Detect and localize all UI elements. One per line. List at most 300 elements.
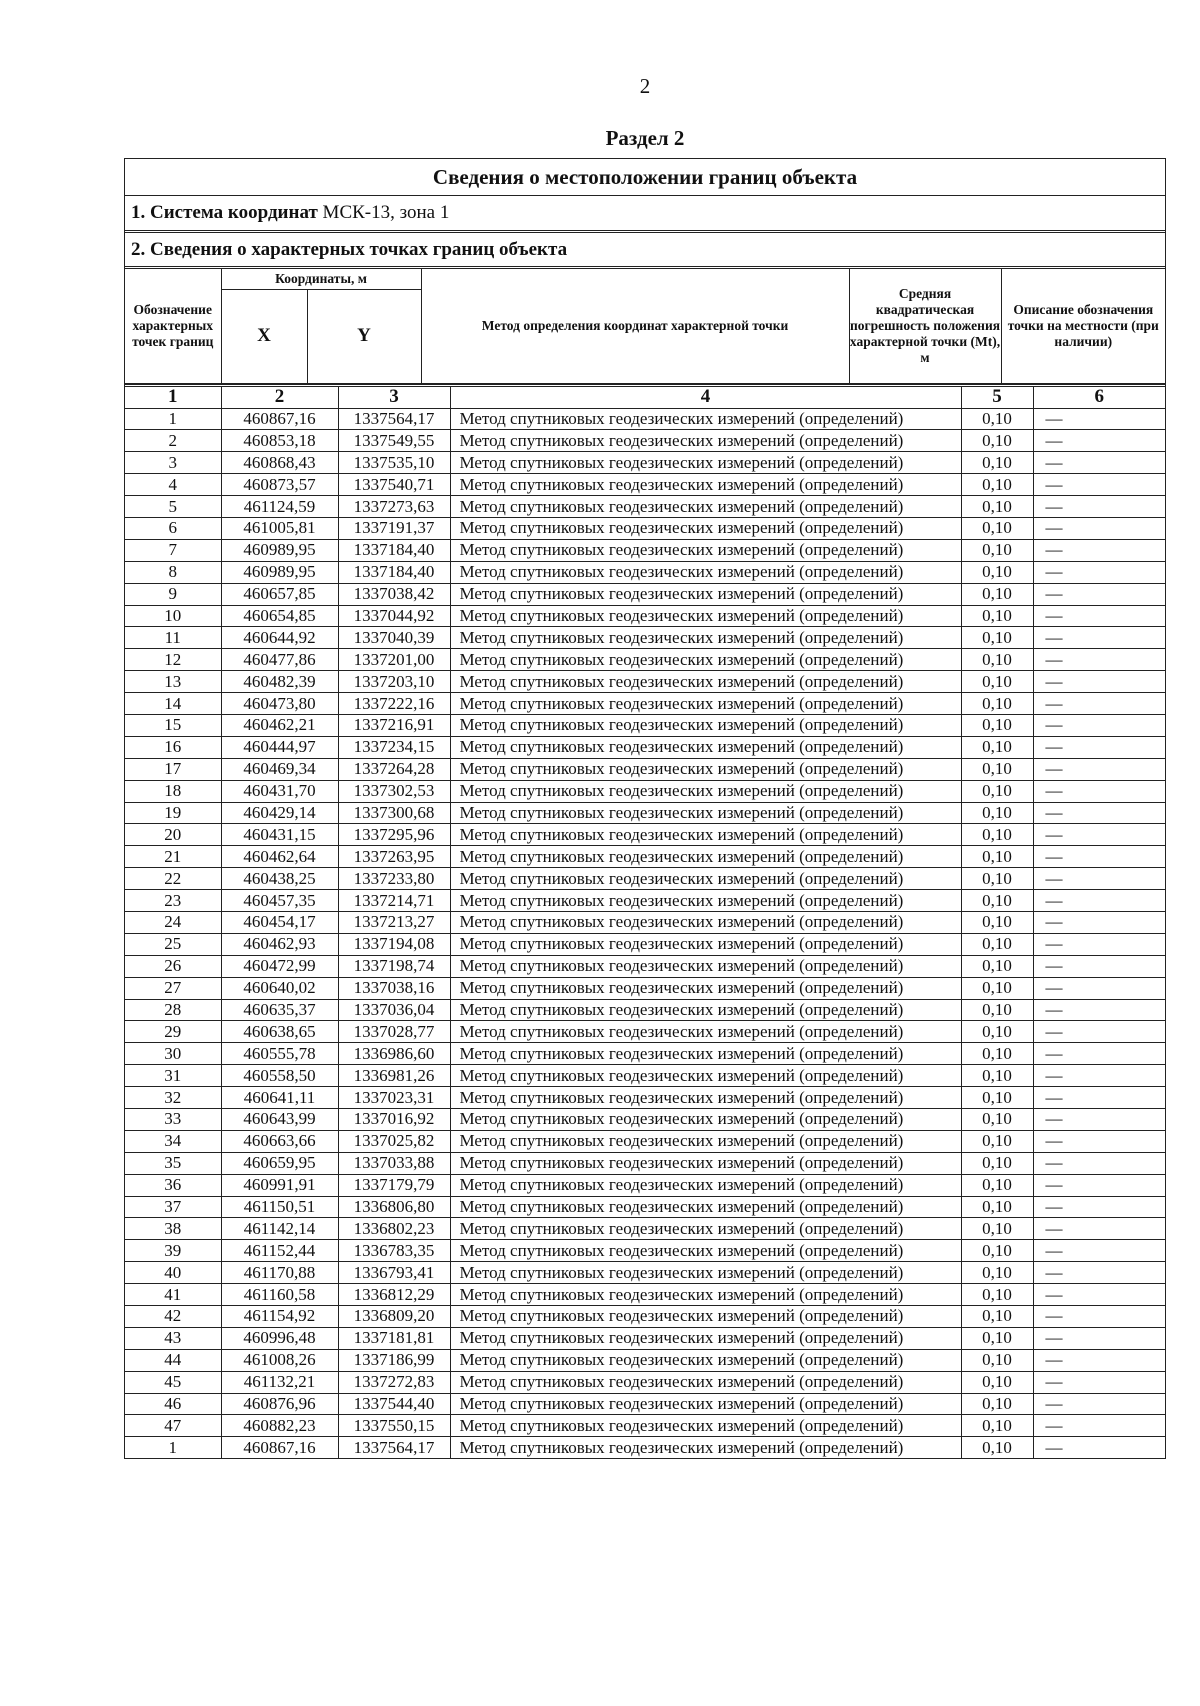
- table-row: [125, 1021, 1165, 1043]
- point-number: 46: [125, 1393, 221, 1415]
- point-number: 35: [125, 1152, 221, 1174]
- y-coordinate: 1337179,79: [338, 1174, 450, 1196]
- error-value: 0,10: [961, 1327, 1033, 1349]
- description: —: [1033, 1240, 1165, 1262]
- method: Метод спутниковых геодезических измерений (определений): [450, 1371, 961, 1393]
- method: Метод спутниковых геодезических измерений (определений): [450, 561, 961, 583]
- x-coordinate: 460853,18: [221, 430, 338, 452]
- table-row: [125, 583, 1165, 605]
- y-coordinate: 1337033,88: [338, 1152, 450, 1174]
- method: Метод спутниковых геодезических измерений (определений): [450, 933, 961, 955]
- error-value: 0,10: [961, 802, 1033, 824]
- table-row: [125, 1371, 1165, 1393]
- y-coordinate: 1337198,74: [338, 955, 450, 977]
- y-coordinate: 1337038,16: [338, 977, 450, 999]
- description: —: [1033, 780, 1165, 802]
- point-number: 28: [125, 999, 221, 1021]
- point-number: 7: [125, 539, 221, 561]
- point-number: 26: [125, 955, 221, 977]
- description: —: [1033, 1065, 1165, 1087]
- description: —: [1033, 1327, 1165, 1349]
- description: —: [1033, 911, 1165, 933]
- method: Метод спутниковых геодезических измерений (определений): [450, 1393, 961, 1415]
- point-number: 4: [125, 474, 221, 496]
- description: —: [1033, 977, 1165, 999]
- point-number: 43: [125, 1327, 221, 1349]
- description: —: [1033, 846, 1165, 868]
- table-row: [125, 955, 1165, 977]
- error-value: 0,10: [961, 1152, 1033, 1174]
- point-number: 14: [125, 693, 221, 715]
- table-row: [125, 1218, 1165, 1240]
- y-coordinate: 1337184,40: [338, 561, 450, 583]
- boundary-info-block: [124, 158, 1166, 1459]
- description: —: [1033, 1437, 1165, 1458]
- method: Метод спутниковых геодезических измерений (определений): [450, 955, 961, 977]
- table-row: [125, 693, 1165, 715]
- table-row: [125, 868, 1165, 890]
- header-x: X: [221, 289, 307, 383]
- error-value: 0,10: [961, 627, 1033, 649]
- description: —: [1033, 1109, 1165, 1131]
- x-coordinate: 461124,59: [221, 496, 338, 518]
- table-row: [125, 1262, 1165, 1284]
- description: —: [1033, 1130, 1165, 1152]
- y-coordinate: 1336809,20: [338, 1306, 450, 1328]
- table-row: [125, 1087, 1165, 1109]
- table-row: [125, 1415, 1165, 1437]
- table-row: [125, 1284, 1165, 1306]
- x-coordinate: 460555,78: [221, 1043, 338, 1065]
- y-coordinate: 1337295,96: [338, 824, 450, 846]
- error-value: 0,10: [961, 714, 1033, 736]
- error-value: 0,10: [961, 452, 1033, 474]
- point-number: 12: [125, 649, 221, 671]
- description: —: [1033, 583, 1165, 605]
- points-table-header: [125, 269, 1165, 384]
- point-number: 36: [125, 1174, 221, 1196]
- y-coordinate: 1337203,10: [338, 671, 450, 693]
- description: —: [1033, 1174, 1165, 1196]
- error-value: 0,10: [961, 1043, 1033, 1065]
- x-coordinate: 460462,93: [221, 933, 338, 955]
- method: Метод спутниковых геодезических измерений (определений): [450, 824, 961, 846]
- y-coordinate: 1337564,17: [338, 408, 450, 430]
- error-value: 0,10: [961, 1284, 1033, 1306]
- table-row: [125, 671, 1165, 693]
- method: Метод спутниковых геодезических измерений (определений): [450, 408, 961, 430]
- x-coordinate: 460654,85: [221, 605, 338, 627]
- description: —: [1033, 1262, 1165, 1284]
- method: Метод спутниковых геодезических измерений (определений): [450, 539, 961, 561]
- method: Метод спутниковых геодезических измерений (определений): [450, 999, 961, 1021]
- description: —: [1033, 1284, 1165, 1306]
- point-number: 33: [125, 1109, 221, 1131]
- y-coordinate: 1336802,23: [338, 1218, 450, 1240]
- method: Метод спутниковых геодезических измерений (определений): [450, 736, 961, 758]
- x-coordinate: 460431,70: [221, 780, 338, 802]
- point-number: 2: [125, 430, 221, 452]
- description: —: [1033, 627, 1165, 649]
- y-coordinate: 1336812,29: [338, 1284, 450, 1306]
- method: Метод спутниковых геодезических измерений (определений): [450, 1130, 961, 1152]
- method: Метод спутниковых геодезических измерений (определений): [450, 714, 961, 736]
- error-value: 0,10: [961, 1306, 1033, 1328]
- error-value: 0,10: [961, 1371, 1033, 1393]
- coordinate-system-row: [125, 196, 1165, 233]
- x-coordinate: 460876,96: [221, 1393, 338, 1415]
- method: Метод спутниковых геодезических измерений (определений): [450, 846, 961, 868]
- description: —: [1033, 1349, 1165, 1371]
- table-row: [125, 627, 1165, 649]
- x-coordinate: 460641,11: [221, 1087, 338, 1109]
- description: —: [1033, 955, 1165, 977]
- error-value: 0,10: [961, 1130, 1033, 1152]
- table-row: [125, 736, 1165, 758]
- coordinate-system-value: МСК-13, зона 1: [317, 202, 450, 223]
- table-row: [125, 1065, 1165, 1087]
- point-number: 13: [125, 671, 221, 693]
- point-number: 23: [125, 890, 221, 912]
- error-value: 0,10: [961, 955, 1033, 977]
- method: Метод спутниковых геодезических измерений (определений): [450, 780, 961, 802]
- method: Метод спутниковых геодезических измерений (определений): [450, 1174, 961, 1196]
- point-number: 19: [125, 802, 221, 824]
- method: Метод спутниковых геодезических измерений (определений): [450, 977, 961, 999]
- description: —: [1033, 1196, 1165, 1218]
- x-coordinate: 460444,97: [221, 736, 338, 758]
- y-coordinate: 1337181,81: [338, 1327, 450, 1349]
- table-row: [125, 1130, 1165, 1152]
- table-row: [125, 1327, 1165, 1349]
- x-coordinate: 460989,95: [221, 561, 338, 583]
- table-row: [125, 714, 1165, 736]
- error-value: 0,10: [961, 1415, 1033, 1437]
- y-coordinate: 1337535,10: [338, 452, 450, 474]
- description: —: [1033, 408, 1165, 430]
- method: Метод спутниковых геодезических измерений (определений): [450, 693, 961, 715]
- point-number: 25: [125, 933, 221, 955]
- y-coordinate: 1336783,35: [338, 1240, 450, 1262]
- error-value: 0,10: [961, 408, 1033, 430]
- column-number: 2: [221, 385, 338, 408]
- error-value: 0,10: [961, 561, 1033, 583]
- y-coordinate: 1337186,99: [338, 1349, 450, 1371]
- method: Метод спутниковых геодезических измерений (определений): [450, 1306, 961, 1328]
- method: Метод спутниковых геодезических измерений (определений): [450, 496, 961, 518]
- point-number: 39: [125, 1240, 221, 1262]
- table-row: [125, 911, 1165, 933]
- description: —: [1033, 1218, 1165, 1240]
- x-coordinate: 461142,14: [221, 1218, 338, 1240]
- error-value: 0,10: [961, 539, 1033, 561]
- description: —: [1033, 539, 1165, 561]
- y-coordinate: 1337234,15: [338, 736, 450, 758]
- y-coordinate: 1337040,39: [338, 627, 450, 649]
- method: Метод спутниковых геодезических измерений (определений): [450, 911, 961, 933]
- y-coordinate: 1337264,28: [338, 758, 450, 780]
- x-coordinate: 460873,57: [221, 474, 338, 496]
- table-row: [125, 1240, 1165, 1262]
- description: —: [1033, 1415, 1165, 1437]
- point-number: 42: [125, 1306, 221, 1328]
- method: Метод спутниковых геодезических измерений (определений): [450, 474, 961, 496]
- description: —: [1033, 496, 1165, 518]
- table-row: [125, 846, 1165, 868]
- point-number: 1: [125, 1437, 221, 1458]
- description: —: [1033, 1087, 1165, 1109]
- y-coordinate: 1337044,92: [338, 605, 450, 627]
- page-number: 2: [639, 74, 651, 98]
- column-number: 4: [450, 385, 961, 408]
- x-coordinate: 460469,34: [221, 758, 338, 780]
- method: Метод спутниковых геодезических измерений (определений): [450, 1196, 961, 1218]
- method: Метод спутниковых геодезических измерений (определений): [450, 1327, 961, 1349]
- y-coordinate: 1336981,26: [338, 1065, 450, 1087]
- point-number: 16: [125, 736, 221, 758]
- description: —: [1033, 736, 1165, 758]
- x-coordinate: 460644,92: [221, 627, 338, 649]
- method: Метод спутниковых геодезических измерений (определений): [450, 1218, 961, 1240]
- y-coordinate: 1337540,71: [338, 474, 450, 496]
- method: Метод спутниковых геодезических измерений (определений): [450, 1284, 961, 1306]
- x-coordinate: 460640,02: [221, 977, 338, 999]
- x-coordinate: 460663,66: [221, 1130, 338, 1152]
- error-value: 0,10: [961, 1437, 1033, 1458]
- table-row: [125, 649, 1165, 671]
- x-coordinate: 461132,21: [221, 1371, 338, 1393]
- y-coordinate: 1337302,53: [338, 780, 450, 802]
- point-number: 5: [125, 496, 221, 518]
- y-coordinate: 1337216,91: [338, 714, 450, 736]
- y-coordinate: 1337194,08: [338, 933, 450, 955]
- column-numbers-row: [125, 385, 1165, 408]
- section-title: Раздел 2: [605, 126, 685, 150]
- method: Метод спутниковых геодезических измерений (определений): [450, 1021, 961, 1043]
- table-row: [125, 824, 1165, 846]
- error-value: 0,10: [961, 649, 1033, 671]
- description: —: [1033, 693, 1165, 715]
- point-number: 24: [125, 911, 221, 933]
- y-coordinate: 1337263,95: [338, 846, 450, 868]
- x-coordinate: 460431,15: [221, 824, 338, 846]
- x-coordinate: 461150,51: [221, 1196, 338, 1218]
- method: Метод спутниковых геодезических измерений (определений): [450, 1437, 961, 1458]
- y-coordinate: 1337233,80: [338, 868, 450, 890]
- y-coordinate: 1337023,31: [338, 1087, 450, 1109]
- point-number: 22: [125, 868, 221, 890]
- description: —: [1033, 430, 1165, 452]
- point-number: 34: [125, 1130, 221, 1152]
- table-row: [125, 1174, 1165, 1196]
- error-value: 0,10: [961, 671, 1033, 693]
- table-row: [125, 890, 1165, 912]
- error-value: 0,10: [961, 517, 1033, 539]
- header-error: Средняя квадратическая погрешность положения характерной точки (Mt), м: [849, 269, 1001, 383]
- method: Метод спутниковых геодезических измерений (определений): [450, 868, 961, 890]
- coordinate-system-label: 1. Система координат: [131, 202, 318, 223]
- method: Метод спутниковых геодезических измерений (определений): [450, 605, 961, 627]
- point-number: 30: [125, 1043, 221, 1065]
- error-value: 0,10: [961, 868, 1033, 890]
- x-coordinate: 460438,25: [221, 868, 338, 890]
- description: —: [1033, 561, 1165, 583]
- header-y: Y: [307, 289, 421, 383]
- x-coordinate: 460454,17: [221, 911, 338, 933]
- description: —: [1033, 474, 1165, 496]
- description: —: [1033, 758, 1165, 780]
- point-number: 32: [125, 1087, 221, 1109]
- x-coordinate: 460989,95: [221, 539, 338, 561]
- description: —: [1033, 802, 1165, 824]
- y-coordinate: 1337184,40: [338, 539, 450, 561]
- header-designation: Обозначение характерных точек границ: [125, 269, 221, 383]
- point-number: 15: [125, 714, 221, 736]
- y-coordinate: 1337222,16: [338, 693, 450, 715]
- error-value: 0,10: [961, 911, 1033, 933]
- table-row: [125, 1043, 1165, 1065]
- table-row: [125, 517, 1165, 539]
- y-coordinate: 1337300,68: [338, 802, 450, 824]
- error-value: 0,10: [961, 999, 1033, 1021]
- description: —: [1033, 1393, 1165, 1415]
- y-coordinate: 1337025,82: [338, 1130, 450, 1152]
- x-coordinate: 460457,35: [221, 890, 338, 912]
- header-method: Метод определения координат характерной точки: [421, 269, 849, 383]
- point-number: 8: [125, 561, 221, 583]
- description: —: [1033, 1043, 1165, 1065]
- error-value: 0,10: [961, 1196, 1033, 1218]
- method: Метод спутниковых геодезических измерений (определений): [450, 1109, 961, 1131]
- table-row: [125, 430, 1165, 452]
- table-row: [125, 496, 1165, 518]
- error-value: 0,10: [961, 583, 1033, 605]
- error-value: 0,10: [961, 474, 1033, 496]
- x-coordinate: 460867,16: [221, 408, 338, 430]
- x-coordinate: 461008,26: [221, 1349, 338, 1371]
- y-coordinate: 1336986,60: [338, 1043, 450, 1065]
- method: Метод спутниковых геодезических измерений (определений): [450, 1240, 961, 1262]
- x-coordinate: 461170,88: [221, 1262, 338, 1284]
- header-description: Описание обозначения точки на местности (при наличии): [1001, 269, 1165, 383]
- x-coordinate: 460635,37: [221, 999, 338, 1021]
- error-value: 0,10: [961, 1393, 1033, 1415]
- point-number: 20: [125, 824, 221, 846]
- method: Метод спутниковых геодезических измерений (определений): [450, 1415, 961, 1437]
- y-coordinate: 1337016,92: [338, 1109, 450, 1131]
- x-coordinate: 460868,43: [221, 452, 338, 474]
- point-number: 44: [125, 1349, 221, 1371]
- points-table-body: [125, 385, 1165, 1458]
- y-coordinate: 1337549,55: [338, 430, 450, 452]
- method: Метод спутниковых геодезических измерений (определений): [450, 802, 961, 824]
- description: —: [1033, 1021, 1165, 1043]
- point-number: 17: [125, 758, 221, 780]
- description: —: [1033, 714, 1165, 736]
- y-coordinate: 1337544,40: [338, 1393, 450, 1415]
- description: —: [1033, 1306, 1165, 1328]
- method: Метод спутниковых геодезических измерений (определений): [450, 1043, 961, 1065]
- point-number: 9: [125, 583, 221, 605]
- x-coordinate: 460996,48: [221, 1327, 338, 1349]
- method: Метод спутниковых геодезических измерений (определений): [450, 1349, 961, 1371]
- error-value: 0,10: [961, 430, 1033, 452]
- error-value: 0,10: [961, 736, 1033, 758]
- point-number: 3: [125, 452, 221, 474]
- table-row: [125, 1196, 1165, 1218]
- x-coordinate: 460991,91: [221, 1174, 338, 1196]
- description: —: [1033, 824, 1165, 846]
- point-number: 6: [125, 517, 221, 539]
- points-table: [125, 384, 1165, 1459]
- point-number: 18: [125, 780, 221, 802]
- method: Метод спутниковых геодезических измерений (определений): [450, 1262, 961, 1284]
- table-row: [125, 605, 1165, 627]
- y-coordinate: 1337273,63: [338, 496, 450, 518]
- error-value: 0,10: [961, 1174, 1033, 1196]
- table-row: [125, 780, 1165, 802]
- description: —: [1033, 671, 1165, 693]
- table-row: [125, 933, 1165, 955]
- y-coordinate: 1337214,71: [338, 890, 450, 912]
- table-row: [125, 408, 1165, 430]
- table-row: [125, 452, 1165, 474]
- method: Метод спутниковых геодезических измерений (определений): [450, 627, 961, 649]
- table-row: [125, 1349, 1165, 1371]
- error-value: 0,10: [961, 1262, 1033, 1284]
- x-coordinate: 461005,81: [221, 517, 338, 539]
- error-value: 0,10: [961, 1065, 1033, 1087]
- table-row: [125, 999, 1165, 1021]
- table-row: [125, 1152, 1165, 1174]
- method: Метод спутниковых геодезических измерений (определений): [450, 1065, 961, 1087]
- x-coordinate: 461152,44: [221, 1240, 338, 1262]
- description: —: [1033, 868, 1165, 890]
- x-coordinate: 460638,65: [221, 1021, 338, 1043]
- method: Метод спутниковых геодезических измерений (определений): [450, 430, 961, 452]
- x-coordinate: 460657,85: [221, 583, 338, 605]
- y-coordinate: 1336793,41: [338, 1262, 450, 1284]
- x-coordinate: 460473,80: [221, 693, 338, 715]
- table-row: [125, 1109, 1165, 1131]
- table-row: [125, 1393, 1165, 1415]
- method: Метод спутниковых геодезических измерений (определений): [450, 649, 961, 671]
- x-coordinate: 460558,50: [221, 1065, 338, 1087]
- description: —: [1033, 1152, 1165, 1174]
- error-value: 0,10: [961, 605, 1033, 627]
- table-row: [125, 474, 1165, 496]
- x-coordinate: 460477,86: [221, 649, 338, 671]
- error-value: 0,10: [961, 780, 1033, 802]
- description: —: [1033, 649, 1165, 671]
- column-number: 1: [125, 385, 221, 408]
- point-number: 21: [125, 846, 221, 868]
- x-coordinate: 460867,16: [221, 1437, 338, 1458]
- y-coordinate: 1337550,15: [338, 1415, 450, 1437]
- table-row: [125, 802, 1165, 824]
- description: —: [1033, 999, 1165, 1021]
- point-number: 37: [125, 1196, 221, 1218]
- method: Метод спутниковых геодезических измерений (определений): [450, 452, 961, 474]
- method: Метод спутниковых геодезических измерений (определений): [450, 758, 961, 780]
- point-number: 10: [125, 605, 221, 627]
- point-number: 40: [125, 1262, 221, 1284]
- y-coordinate: 1337272,83: [338, 1371, 450, 1393]
- x-coordinate: 460462,21: [221, 714, 338, 736]
- x-coordinate: 460429,14: [221, 802, 338, 824]
- table-row: [125, 561, 1165, 583]
- points-section-title: 2. Сведения о характерных точках границ объекта: [125, 233, 1165, 269]
